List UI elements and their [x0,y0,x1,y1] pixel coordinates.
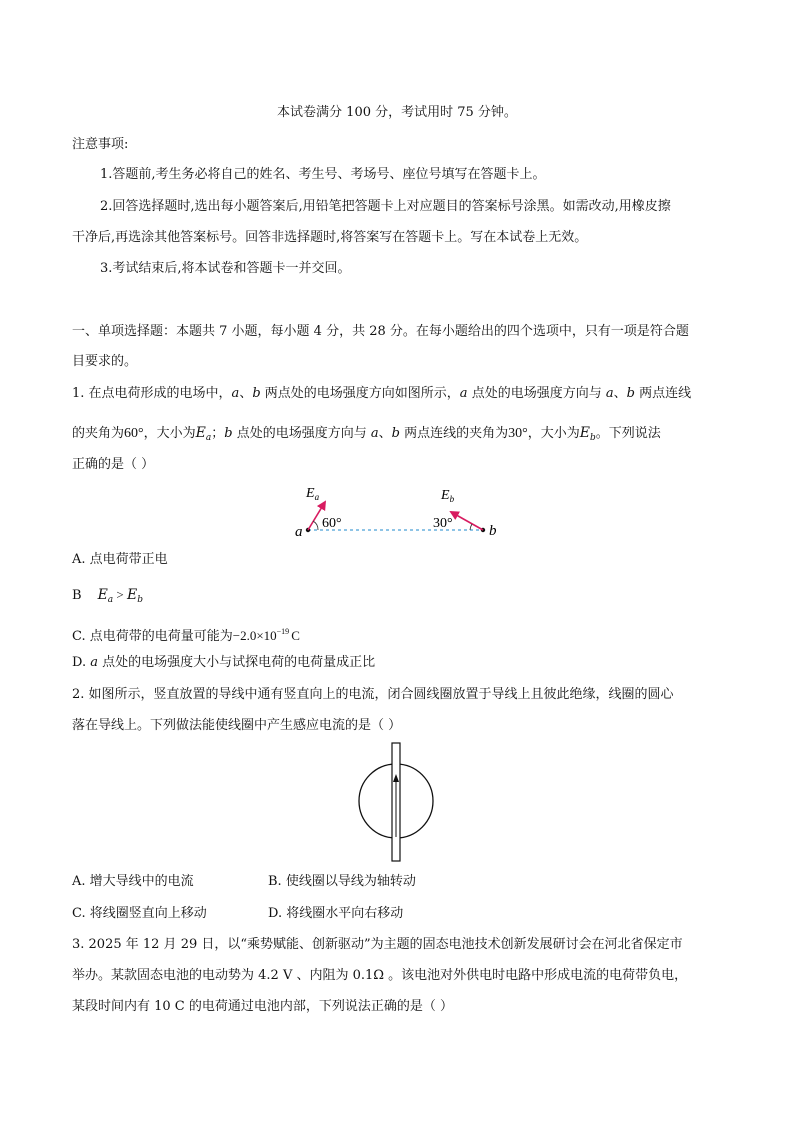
notice-item-2-line1: 2.回答选择题时,选出每小题答案后,用铅笔把答题卡上对应题目的答案标号涂黑。如需改动,用橡皮擦 [100,199,671,214]
angle-a-arc [313,521,318,530]
section-heading-line2: 目要求的。 [72,354,138,369]
q2-option-c: C. 将线圈竖直向上移动 [72,906,207,921]
q2-stem-line1: 2. 如图所示，竖直放置的导线中通有竖直向上的电流，闭合圆线圈放置于导线上且彼此绝缘，线圈的圆心 [72,687,674,702]
angle-a-label: 60° [322,516,342,531]
q1-option-c: C. 点电荷带的电荷量可能为$-2.0\times 10^{-19}$ C [72,627,300,644]
q2-option-a: A. 增大导线中的电流 [72,874,194,889]
notice-item-2-line2: 干净后,再选涂其他答案标号。回答非选择题时,将答案写在答题卡上。写在本试卷上无效。 [72,230,588,245]
q1-option-b: B $E_a > E_b$ [72,587,144,605]
point-a-label: a [295,524,303,540]
q1-field-figure [290,480,510,542]
Ea-label: $E_a$ [306,486,320,502]
point-b-label: b [489,523,497,539]
q3-stem-line2: 举办。某款固态电池的电动势为 4.2 V 、内阻为 0.1Ω 。该电池对外供电时电路中形成电流的电荷带负电， [72,968,688,983]
q1-stem-line1: 1. 在点电荷形成的电场中，a、b 两点处的电场强度方向如图所示，a 点处的电场强度方向与 a、b 两点连线 [72,386,692,401]
Eb-label: $E_b$ [441,488,455,504]
score-info: 本试卷满分 100 分，考试用时 75 分钟。 [277,105,517,120]
notice-title: 注意事项: [72,137,129,152]
angle-b-label: 30° [433,516,453,531]
q2-option-b: B. 使线圈以导线为轴转动 [268,874,416,889]
q2-coil-figure [354,740,442,866]
Eb-arrow [451,512,483,530]
q2-option-d: D. 将线圈水平向右移动 [268,906,404,921]
q1-stem-line2: 的夹角为60°，大小为$E_a$；b 点处的电场强度方向与 a、b 两点连线的夹角为30°，大小为$E_b$。下列说法 [72,425,661,443]
section-heading-line1: 一、单项选择题：本题共 7 小题，每小题 4 分，共 28 分。在每小题给出的四个选项中，只有一项是符合题 [72,324,689,339]
q3-stem-line1: 3. 2025 年 12 月 29 日，以“乘势赋能、创新驱动”为主题的固态电池技术创新发展研讨会在河北省保定市 [72,937,683,952]
notice-item-3: 3.考试结束后,将本试卷和答题卡一并交回。 [100,261,351,276]
q1-option-a: A. 点电荷带正电 [72,552,168,567]
q1-stem-line3: 正确的是（ ） [72,457,155,472]
q1-option-d: D. a 点处的电场强度大小与试探电荷的电荷量成正比 [72,655,376,670]
q3-stem-line3: 某段时间内有 10 C 的电荷通过电池内部，下列说法正确的是（ ） [72,999,454,1014]
angle-b-arc [470,524,472,530]
q2-stem-line2: 落在导线上。下列做法能使线圈中产生感应电流的是（ ） [72,718,402,733]
notice-item-1: 1.答题前,考生务必将自己的姓名、考生号、考场号、座位号填写在答题卡上。 [100,167,546,182]
